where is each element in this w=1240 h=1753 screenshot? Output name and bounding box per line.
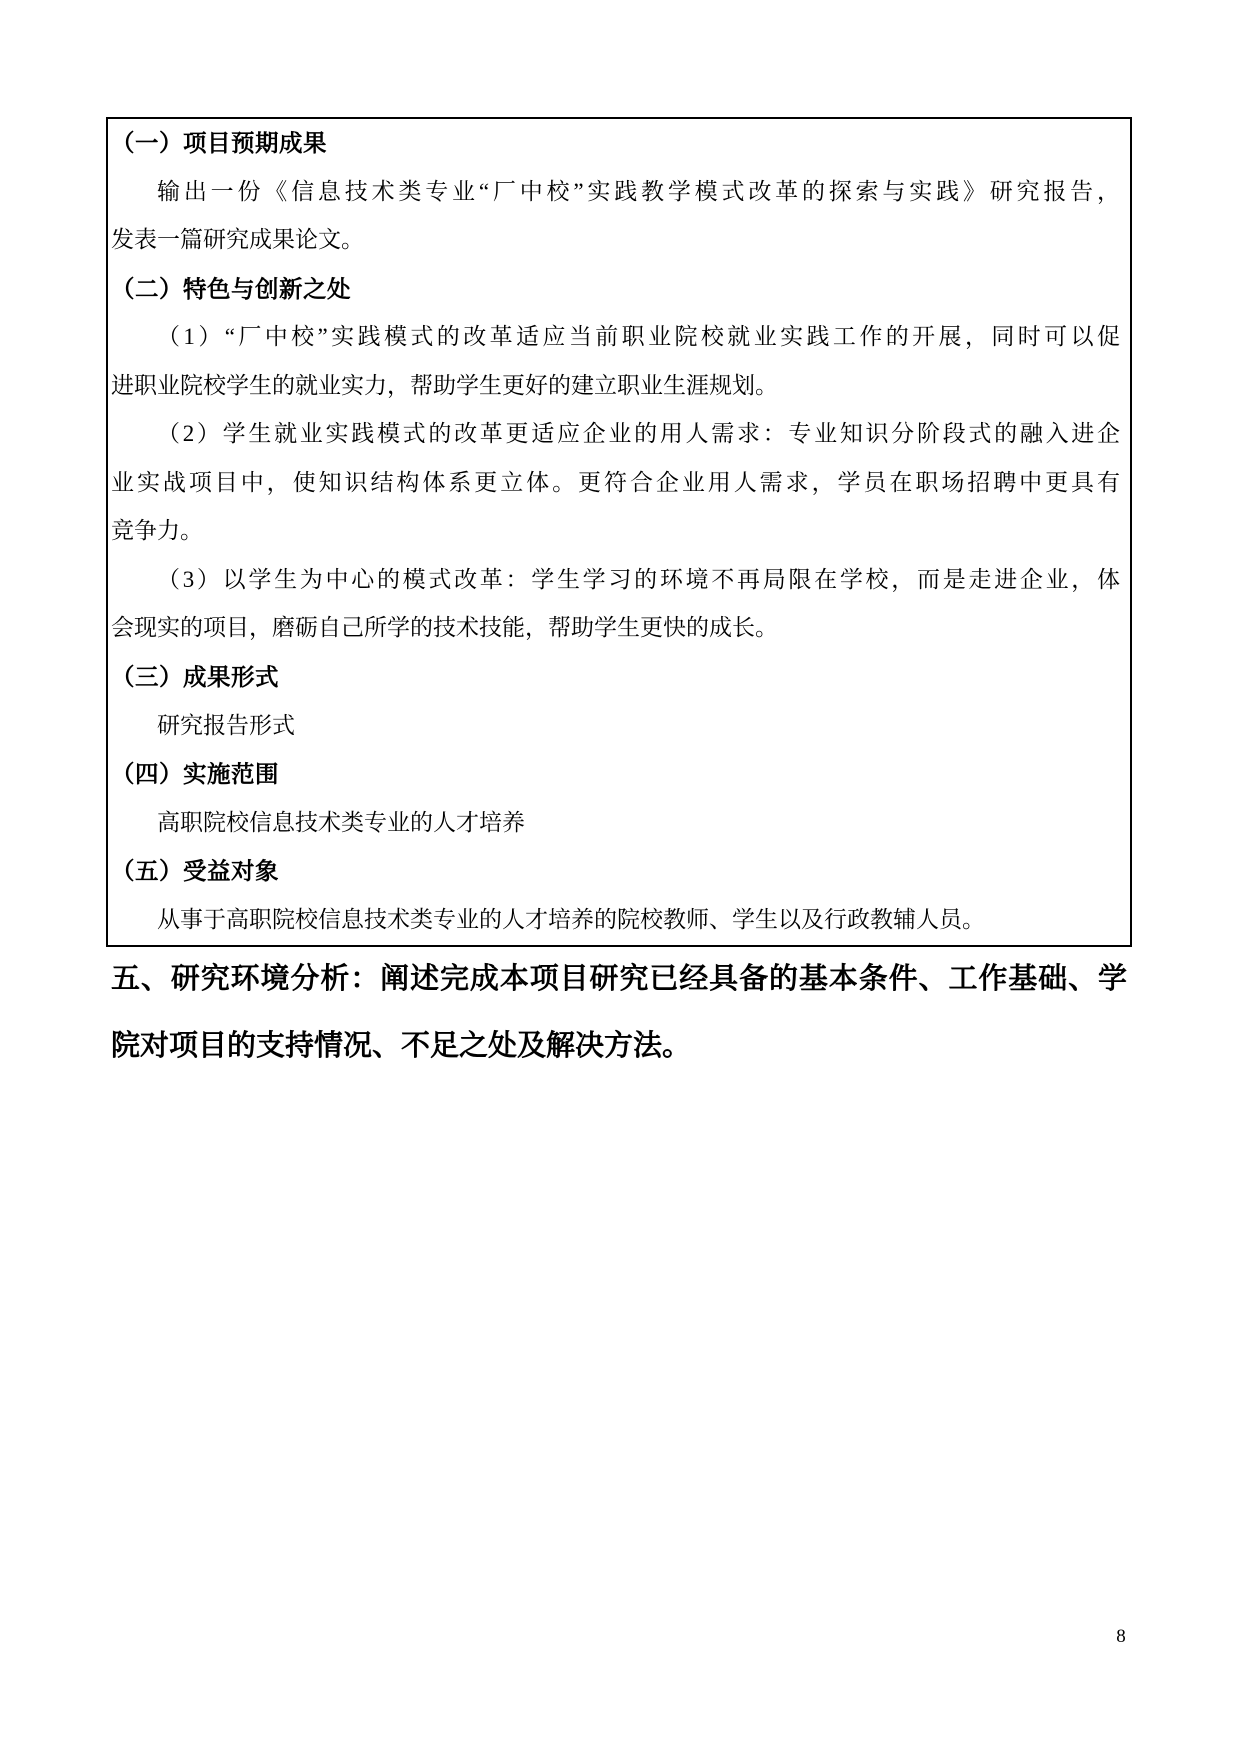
paragraph-line: （2）学生就业实践模式的改革更适应企业的用人需求：专业知识分阶段式的融入进企 — [157, 421, 1120, 447]
section-heading-2: （二）特色与创新之处 — [111, 275, 351, 302]
section-five-heading-line: 五、研究环境分析：阐述完成本项目研究已经具备的基本条件、工作基础、学 — [111, 963, 1127, 995]
paragraph-line: 研究报告形式 — [157, 712, 295, 738]
paragraph-line: （1）“厂中校”实践模式的改革适应当前职业院校就业实践工作的开展，同时可以促 — [157, 324, 1120, 350]
paragraph-line: 输出一份《信息技术类专业“厂中校”实践教学模式改革的探索与实践》研究报告， — [157, 178, 1120, 204]
paragraph-line: 进职业院校学生的就业实力，帮助学生更好的建立职业生涯规划。 — [111, 372, 778, 398]
section-five-heading-line: 院对项目的支持情况、不足之处及解决方法。 — [111, 1030, 692, 1062]
paragraph-line: 业实战项目中，使知识结构体系更立体。更符合企业用人需求，学员在职场招聘中更具有 — [111, 469, 1120, 495]
paragraph-line: 竞争力。 — [111, 518, 203, 544]
paragraph-line: 发表一篇研究成果论文。 — [111, 227, 364, 253]
section-heading-5: （五）受益对象 — [111, 858, 279, 885]
paragraph-line: 会现实的项目，磨砺自己所学的技术技能，帮助学生更快的成长。 — [111, 615, 778, 641]
section-five-heading — [111, 946, 1127, 1080]
paragraph-line: 从事于高职院校信息技术类专业的人才培养的院校教师、学生以及行政教辅人员。 — [157, 906, 985, 932]
page-number: 8 — [1116, 1626, 1126, 1647]
section-heading-4: （四）实施范围 — [111, 761, 279, 788]
paragraph-line: （3）以学生为中心的模式改革：学生学习的环境不再局限在学校，而是走进企业，体 — [157, 566, 1120, 592]
section-heading-3: （三）成果形式 — [111, 664, 279, 691]
section-heading-1: （一）项目预期成果 — [111, 130, 327, 156]
paragraph-line: 高职院校信息技术类专业的人才培养 — [157, 809, 525, 835]
content-box — [106, 117, 1132, 947]
